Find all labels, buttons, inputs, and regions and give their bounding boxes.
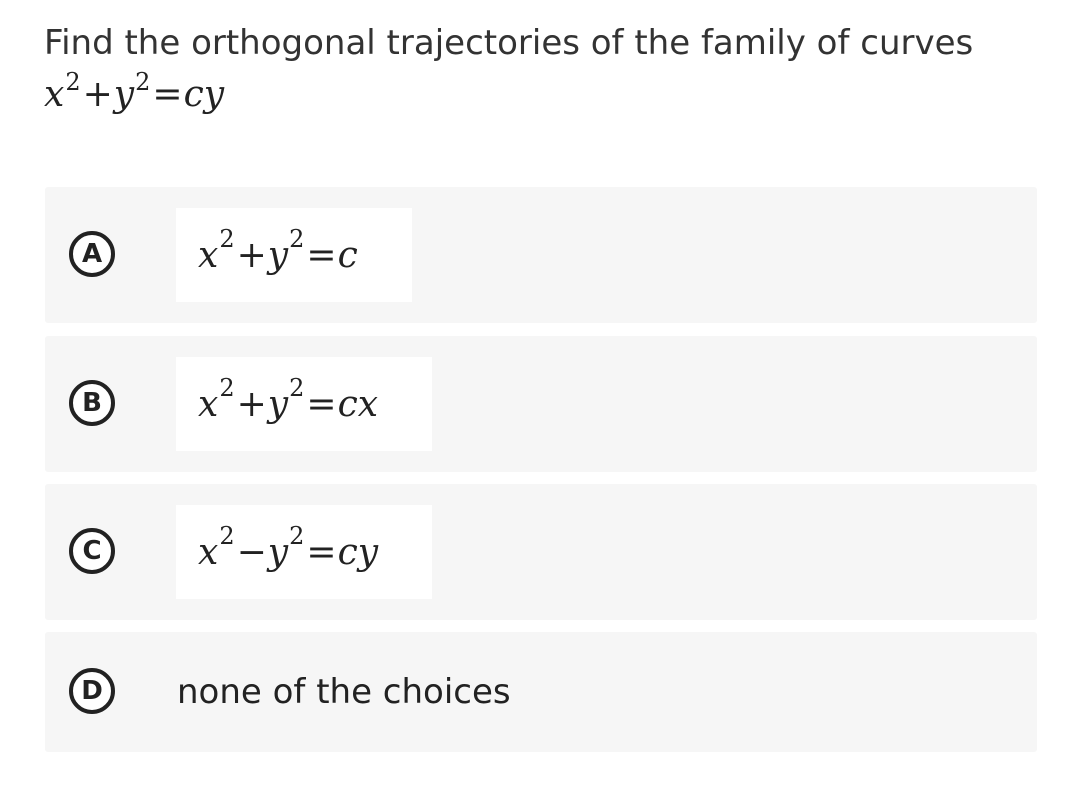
question (44, 18, 1044, 123)
option-d[interactable] (45, 632, 1037, 752)
option-letter-badge: B (69, 380, 115, 426)
eq-exponent: 2 (289, 225, 305, 253)
question-equation (44, 70, 1044, 123)
option-a-equation (176, 208, 412, 302)
eq-exponent: 2 (219, 225, 235, 253)
option-letter-badge: A (69, 231, 115, 277)
eq-equals: = (306, 383, 337, 425)
eq-exponent: 2 (289, 522, 305, 550)
eq-rhs: cy (183, 74, 225, 115)
eq-operator: + (236, 383, 267, 425)
eq-exponent: 2 (135, 68, 151, 96)
eq-term-y: y (267, 531, 289, 573)
eq-term-y: y (267, 234, 289, 276)
eq-equals: = (306, 234, 337, 276)
option-b-equation (176, 357, 432, 451)
option-a[interactable] (45, 187, 1037, 323)
eq-term-y: y (113, 74, 135, 115)
eq-exponent: 2 (289, 374, 305, 402)
eq-exponent: 2 (65, 68, 81, 96)
eq-rhs: cy (337, 531, 379, 573)
question-text: Find the orthogonal trajectories of the family of curves (44, 23, 974, 63)
eq-rhs: cx (337, 383, 379, 425)
eq-operator: + (236, 234, 267, 276)
eq-term-x: x (198, 531, 219, 573)
eq-equals: = (152, 74, 183, 115)
eq-rhs: c (337, 234, 358, 276)
option-letter-badge: D (69, 668, 115, 714)
eq-term-x: x (44, 74, 65, 115)
eq-exponent: 2 (219, 374, 235, 402)
eq-exponent: 2 (219, 522, 235, 550)
eq-term-x: x (198, 383, 219, 425)
option-c[interactable] (45, 484, 1037, 620)
option-d-text: none of the choices (177, 672, 511, 712)
option-c-equation (176, 505, 432, 599)
eq-equals: = (306, 531, 337, 573)
option-b[interactable] (45, 336, 1037, 472)
eq-term-y: y (267, 383, 289, 425)
eq-term-x: x (198, 234, 219, 276)
eq-operator: − (236, 531, 267, 573)
eq-operator: + (82, 74, 113, 115)
option-letter-badge: C (69, 528, 115, 574)
